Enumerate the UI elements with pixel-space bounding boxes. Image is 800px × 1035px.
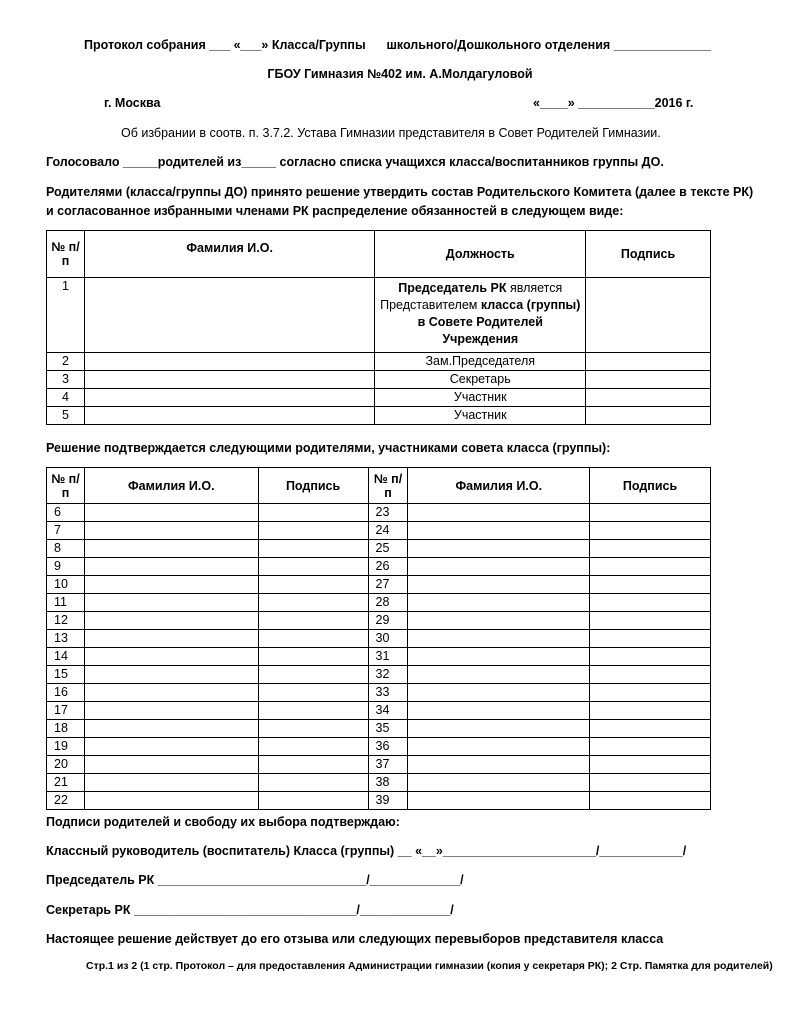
table-row [47,540,711,558]
row-num: 30 [368,630,408,648]
signature-cell[interactable] [590,522,711,540]
name-cell[interactable] [408,594,590,612]
name-cell[interactable] [408,774,590,792]
name-cell[interactable] [84,540,258,558]
name-cell[interactable] [84,756,258,774]
signature-cell[interactable] [258,522,368,540]
page-note: Стр.1 из 2 (1 стр. Протокол – для предоставления Администрации гимназии (копия у секретаря РК); 2 Стр. Памятка для родителей) [86,960,773,972]
row-num: 37 [368,756,408,774]
row-num: 19 [47,738,85,756]
position-cell: Секретарь [375,371,586,389]
name-cell[interactable] [84,504,258,522]
table-row [47,522,711,540]
row-num: 17 [47,702,85,720]
row-num: 10 [47,576,85,594]
name-cell[interactable] [408,630,590,648]
row-num: 18 [47,720,85,738]
name-cell[interactable] [408,756,590,774]
row-num: 32 [368,666,408,684]
name-cell[interactable] [84,389,374,407]
signature-cell[interactable] [258,576,368,594]
name-cell[interactable] [84,278,374,353]
table-row [47,389,711,407]
name-cell[interactable] [84,576,258,594]
table-row [47,684,711,702]
name-cell[interactable] [408,540,590,558]
name-cell[interactable] [408,738,590,756]
row-num: 2 [47,353,85,371]
row-num: 13 [47,630,85,648]
row-num: 3 [47,371,85,389]
signature-cell[interactable] [590,684,711,702]
row-num: 24 [368,522,408,540]
confirm-table-body [47,504,711,810]
table-row [47,720,711,738]
name-cell[interactable] [84,792,258,810]
name-cell[interactable] [84,774,258,792]
signature-cell[interactable] [590,594,711,612]
signature-cell[interactable] [590,630,711,648]
committee-table [46,230,711,425]
row-num: 33 [368,684,408,702]
row-num: 21 [47,774,85,792]
name-cell[interactable] [408,720,590,738]
position-chair-bold2: класса (группы) в Совете Родителей Учреждения [417,298,581,346]
name-cell[interactable] [408,522,590,540]
header-num: № п/п [368,468,408,504]
row-num: 23 [368,504,408,522]
row-num: 36 [368,738,408,756]
signature-cell[interactable] [586,407,711,425]
row-num: 1 [47,278,85,353]
header-signature: Подпись [586,231,711,278]
signature-cell[interactable] [590,702,711,720]
table-row [47,407,711,425]
name-cell[interactable] [408,612,590,630]
row-num: 4 [47,389,85,407]
signature-cell[interactable] [590,666,711,684]
signature-cell[interactable] [258,756,368,774]
secretary-signature-line: Секретарь РК ________________________________/_____________/ [46,903,454,917]
protocol-title: Протокол собрания ___ «___» Класса/Группы школьного/Дошкольного отделения ______________ [84,38,711,52]
header-position: Должность [375,231,586,278]
row-num: 6 [47,504,85,522]
row-num: 8 [47,540,85,558]
signature-cell[interactable] [258,648,368,666]
row-num: 15 [47,666,85,684]
name-cell[interactable] [84,684,258,702]
voted-text: Голосовало _____родителей из_____ согласно списка учащихся класса/воспитанников группы ДО. [46,155,664,169]
city-label: г. Москва [104,96,161,110]
table-row [47,353,711,371]
confirm-table [46,467,711,810]
name-cell[interactable] [84,666,258,684]
name-cell[interactable] [408,792,590,810]
header-name: Фамилия И.О. [408,468,590,504]
row-num: 28 [368,594,408,612]
name-cell[interactable] [84,353,374,371]
row-num: 7 [47,522,85,540]
table-row [47,558,711,576]
name-cell[interactable] [84,612,258,630]
table-header-row [47,231,711,278]
name-cell[interactable] [84,648,258,666]
table-row [47,756,711,774]
table-row [47,504,711,522]
name-cell[interactable] [408,702,590,720]
header-signature: Подпись [590,468,711,504]
signature-cell[interactable] [258,666,368,684]
row-num: 11 [47,594,85,612]
row-num: 5 [47,407,85,425]
signature-cell[interactable] [258,720,368,738]
row-num: 14 [47,648,85,666]
position-cell [375,278,586,353]
table-row [47,371,711,389]
signature-cell[interactable] [590,720,711,738]
row-num: 25 [368,540,408,558]
signature-cell[interactable] [258,630,368,648]
signature-cell[interactable] [586,371,711,389]
signature-cell[interactable] [258,504,368,522]
name-cell[interactable] [408,558,590,576]
signature-cell[interactable] [258,612,368,630]
name-cell[interactable] [84,558,258,576]
header-name: Фамилия И.О. [84,468,258,504]
name-cell[interactable] [408,666,590,684]
signature-cell[interactable] [258,702,368,720]
signature-cell[interactable] [590,558,711,576]
signature-cell[interactable] [258,792,368,810]
name-cell[interactable] [84,630,258,648]
date-field: «____» ___________2016 г. [533,96,694,110]
signature-cell[interactable] [586,278,711,353]
header-signature: Подпись [258,468,368,504]
name-cell[interactable] [84,738,258,756]
header-num: № п/п [47,231,85,278]
position-chair-normal: является Представителем [380,281,563,312]
row-num: 39 [368,792,408,810]
row-num: 29 [368,612,408,630]
table-row [47,702,711,720]
signature-cell[interactable] [590,792,711,810]
table-row [47,630,711,648]
row-num: 35 [368,720,408,738]
table-row [47,792,711,810]
row-num: 16 [47,684,85,702]
signature-cell[interactable] [586,389,711,407]
signature-cell[interactable] [258,540,368,558]
signature-cell[interactable] [590,648,711,666]
signature-cell[interactable] [590,540,711,558]
chair-signature-line: Председатель РК ______________________________/_____________/ [46,873,464,887]
header-num: № п/п [47,468,85,504]
name-cell[interactable] [408,576,590,594]
table-row [47,738,711,756]
position-cell: Участник [375,407,586,425]
signature-cell[interactable] [258,738,368,756]
table-row [47,774,711,792]
table-header-row [47,468,711,504]
name-cell[interactable] [408,684,590,702]
teacher-signature-line: Классный руководитель (воспитатель) Класса (группы) __ «__»______________________/____________/ [46,844,687,858]
table-row [47,648,711,666]
name-cell[interactable] [84,720,258,738]
row-num: 20 [47,756,85,774]
signature-cell[interactable] [258,684,368,702]
decision-text-2: и согласованное избранными членами РК распределение обязанностей в следующем виде: [46,204,624,218]
header-name: Фамилия И.О. [84,231,374,278]
name-cell[interactable] [84,371,374,389]
table-row [47,576,711,594]
row-num: 31 [368,648,408,666]
table-row [47,594,711,612]
row-num: 22 [47,792,85,810]
validity-note: Настоящее решение действует до его отзыва или следующих перевыборов представителя класса [46,932,664,946]
signature-cell[interactable] [590,774,711,792]
row-num: 38 [368,774,408,792]
signatures-confirm: Подписи родителей и свободу их выбора подтверждаю: [46,815,400,829]
name-cell[interactable] [84,522,258,540]
decision-text-1: Родителями (класса/группы ДО) принято решение утвердить состав Родительского Комитета (далее в тексте РК) [46,185,754,199]
table-row [47,612,711,630]
row-num: 27 [368,576,408,594]
row-num: 9 [47,558,85,576]
signature-cell[interactable] [586,353,711,371]
school-name: ГБОУ Гимназия №402 им. А.Молдагуловой [267,67,533,81]
signature-cell[interactable] [258,774,368,792]
row-num: 12 [47,612,85,630]
row-num: 26 [368,558,408,576]
signature-cell[interactable] [590,612,711,630]
signature-cell[interactable] [590,576,711,594]
name-cell[interactable] [84,407,374,425]
row-num: 34 [368,702,408,720]
signature-cell[interactable] [590,756,711,774]
signature-cell[interactable] [258,594,368,612]
name-cell[interactable] [84,594,258,612]
signature-cell[interactable] [258,558,368,576]
confirm-title: Решение подтверждается следующими родителями, участниками совета класса (группы): [46,441,611,455]
purpose-text: Об избрании в соотв. п. 3.7.2. Устава Гимназии представителя в Совет Родителей Гимназии. [121,126,661,140]
position-chair-bold: Председатель РК [398,281,507,295]
name-cell[interactable] [408,504,590,522]
position-cell: Зам.Председателя [375,353,586,371]
table-row [47,278,711,353]
name-cell[interactable] [408,648,590,666]
signature-cell[interactable] [590,738,711,756]
signature-cell[interactable] [590,504,711,522]
name-cell[interactable] [84,702,258,720]
position-cell: Участник [375,389,586,407]
table-row [47,666,711,684]
